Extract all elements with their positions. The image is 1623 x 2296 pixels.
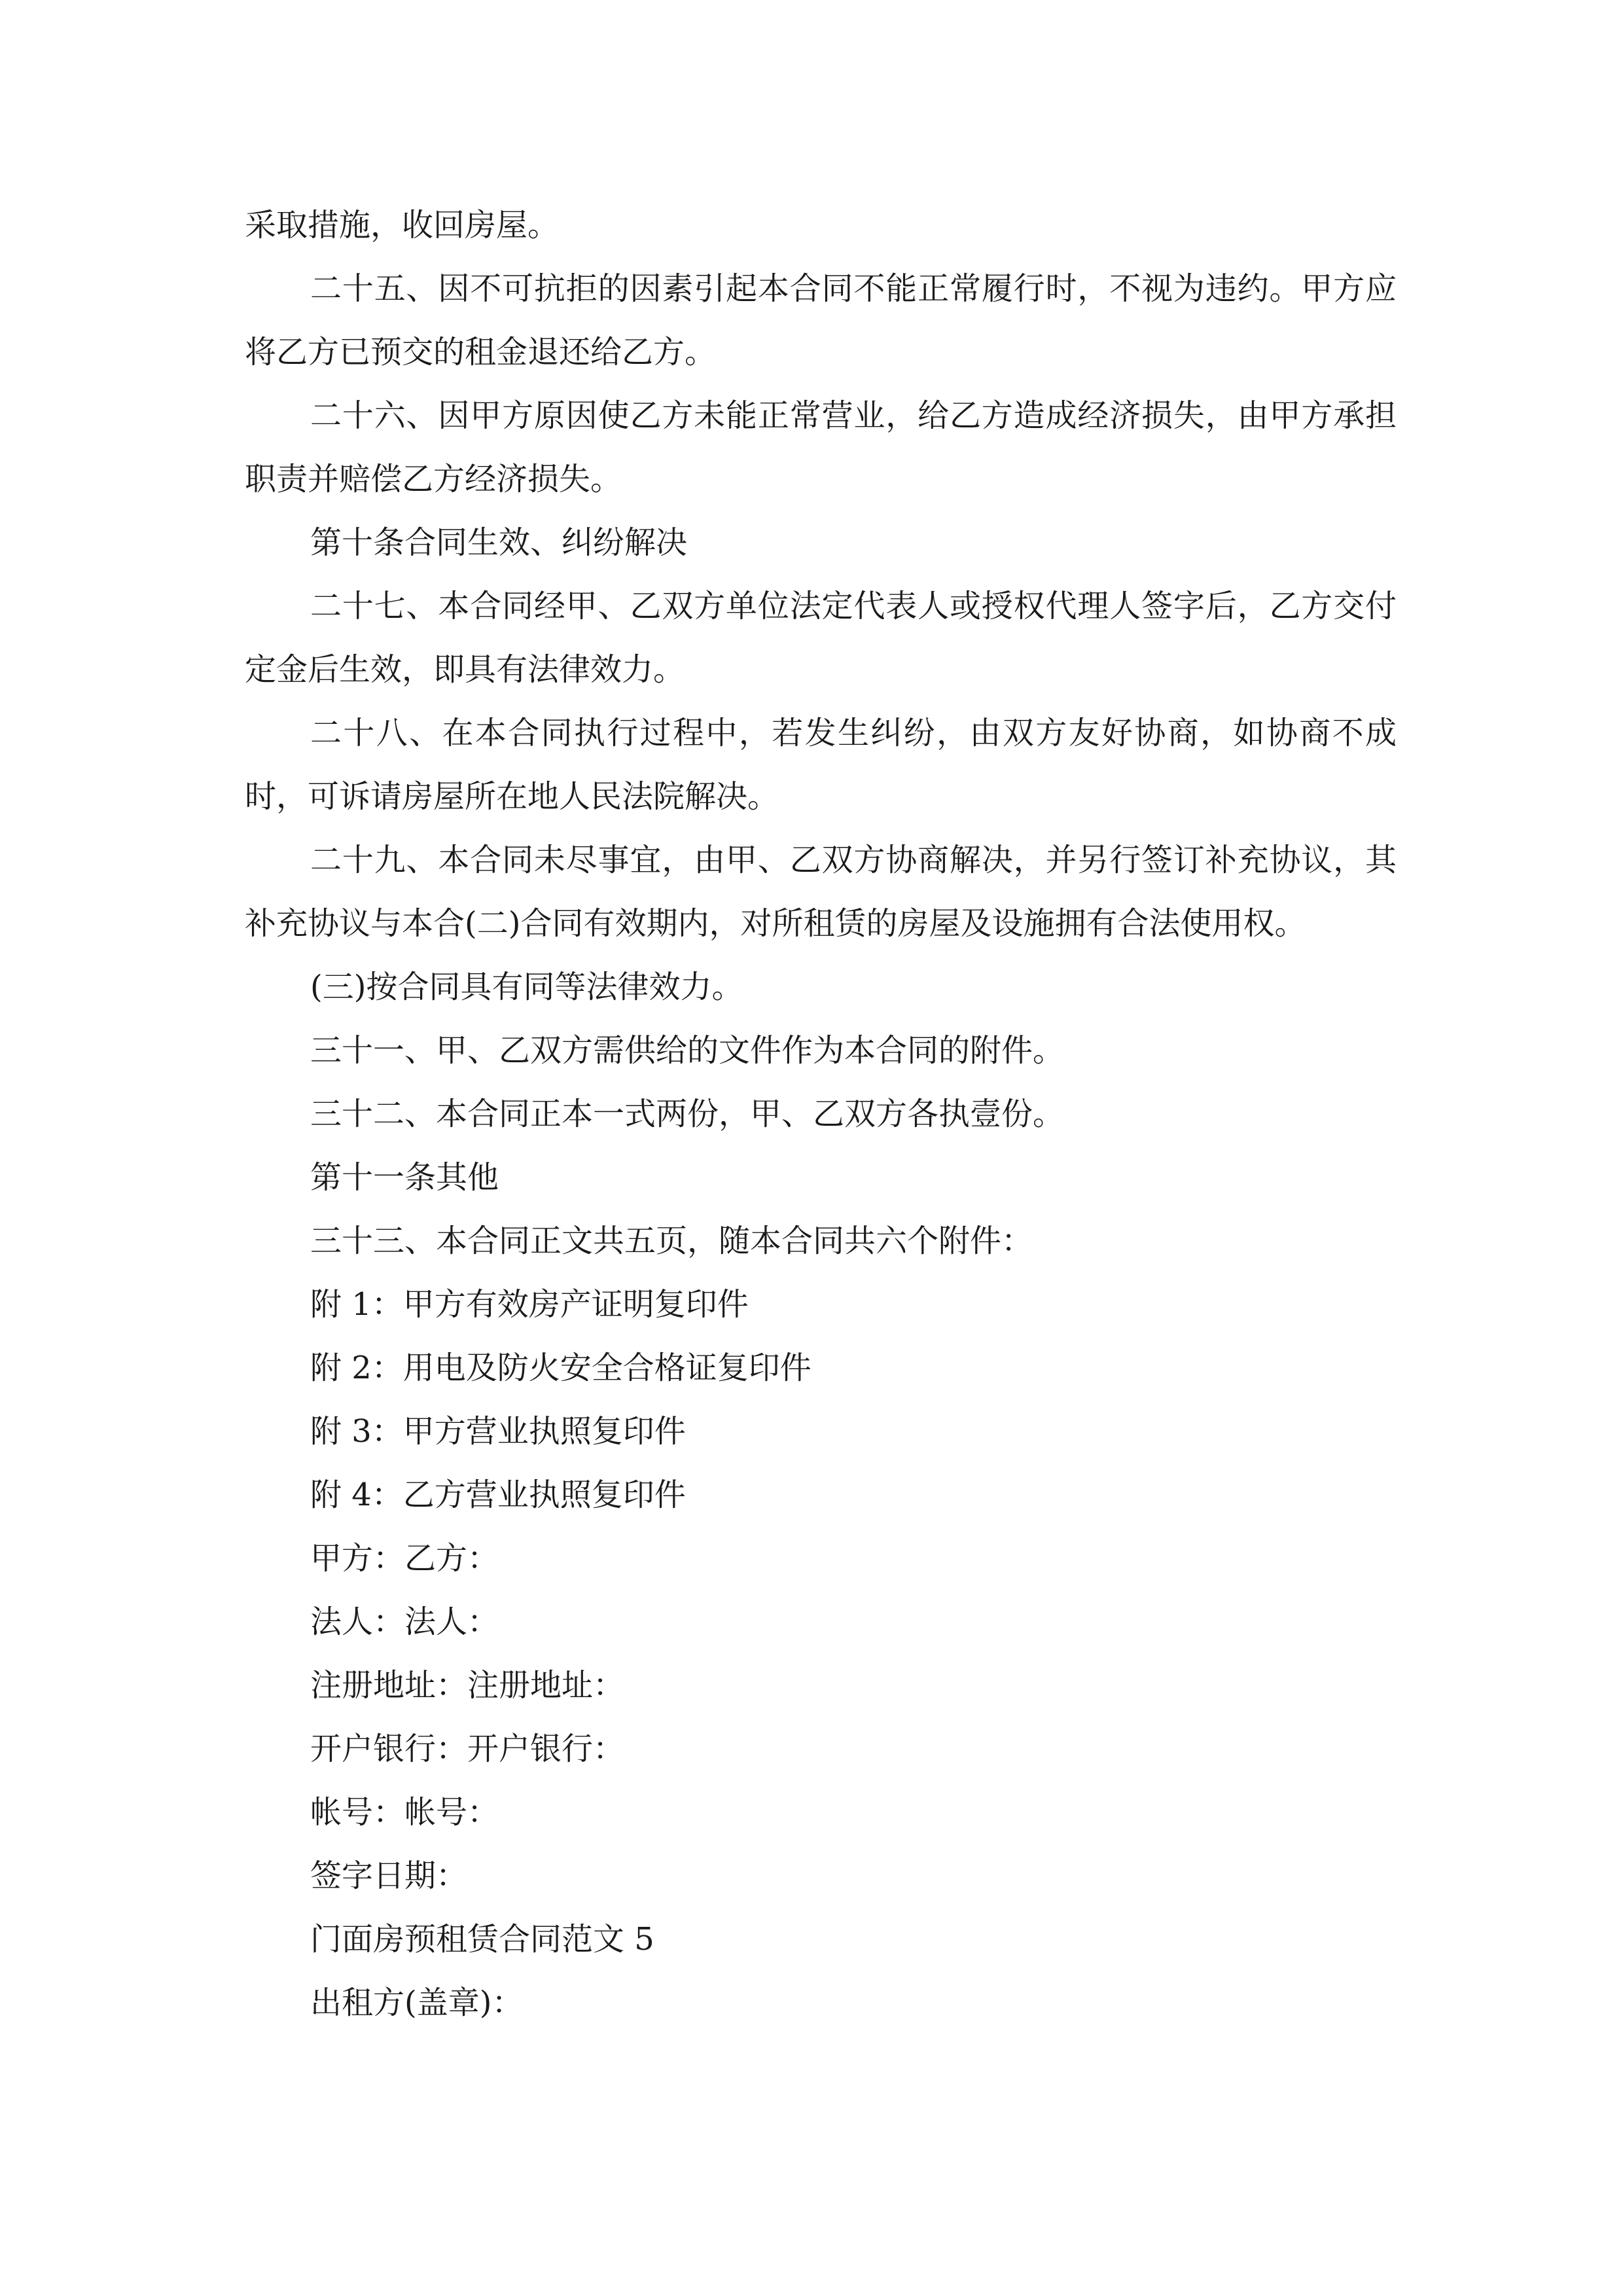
clause-32: 三十二、本合同正本一式两份，甲、乙双方各执壹份。 — [310, 1096, 1065, 1132]
signature-registered-address: 注册地址：注册地址： — [310, 1667, 625, 1704]
attachment-1: 附 1：甲方有效房产证明复印件 — [310, 1286, 749, 1323]
clause-27: 二十七、本合同经甲、乙双方单位法定代表人或授权代理人签字后，乙方交付定金后生效，即具有法律效力。 — [245, 588, 1397, 688]
section-11-heading: 第十一条其他 — [310, 1159, 499, 1196]
attachment-3: 附 3：甲方营业执照复印件 — [310, 1413, 686, 1450]
attachment-2: 附 2：用电及防火安全合格证复印件 — [310, 1350, 812, 1386]
signature-account: 帐号：帐号： — [310, 1794, 499, 1831]
clause-31: 三十一、甲、乙双方需供给的文件作为本合同的附件。 — [310, 1032, 1065, 1069]
signature-bank: 开户银行：开户银行： — [310, 1731, 625, 1767]
sample-title: 门面房预租赁合同范文 5 — [310, 1921, 654, 1958]
signature-date: 签字日期： — [310, 1857, 468, 1894]
clause-25: 二十五、因不可抗拒的因素引起本合同不能正常履行时，不视为违约。甲方应将乙方已预交的租金退还给乙方。 — [245, 270, 1397, 370]
lessor-label: 出租方(盖章)： — [310, 1984, 524, 2021]
signature-legal-person: 法人：法人： — [310, 1604, 499, 1640]
document-body — [245, 194, 1397, 2035]
clause-29: 二十九、本合同未尽事宜，由甲、乙双方协商解决，并另行签订补充协议，其补充协议与本合(二)合同有效期内，对所租赁的房屋及设施拥有合法使用权。 — [245, 842, 1397, 942]
clause-30: (三)按合同具有同等法律效力。 — [310, 969, 743, 1005]
clause-26: 二十六、因甲方原因使乙方未能正常营业，给乙方造成经济损失，由甲方承担职责并赔偿乙方经济损失。 — [245, 397, 1397, 497]
signature-parties: 甲方：乙方： — [310, 1540, 499, 1577]
section-10-heading: 第十条合同生效、纠纷解决 — [310, 524, 688, 561]
attachment-4: 附 4：乙方营业执照复印件 — [310, 1477, 686, 1513]
clause-33: 三十三、本合同正文共五页，随本合同共六个附件： — [310, 1223, 1033, 1259]
paragraph-continuation: 采取措施，收回房屋。 — [245, 207, 560, 243]
clause-28: 二十八、在本合同执行过程中，若发生纠纷，由双方友好协商，如协商不成时，可诉请房屋所在地人民法院解决。 — [245, 715, 1397, 815]
